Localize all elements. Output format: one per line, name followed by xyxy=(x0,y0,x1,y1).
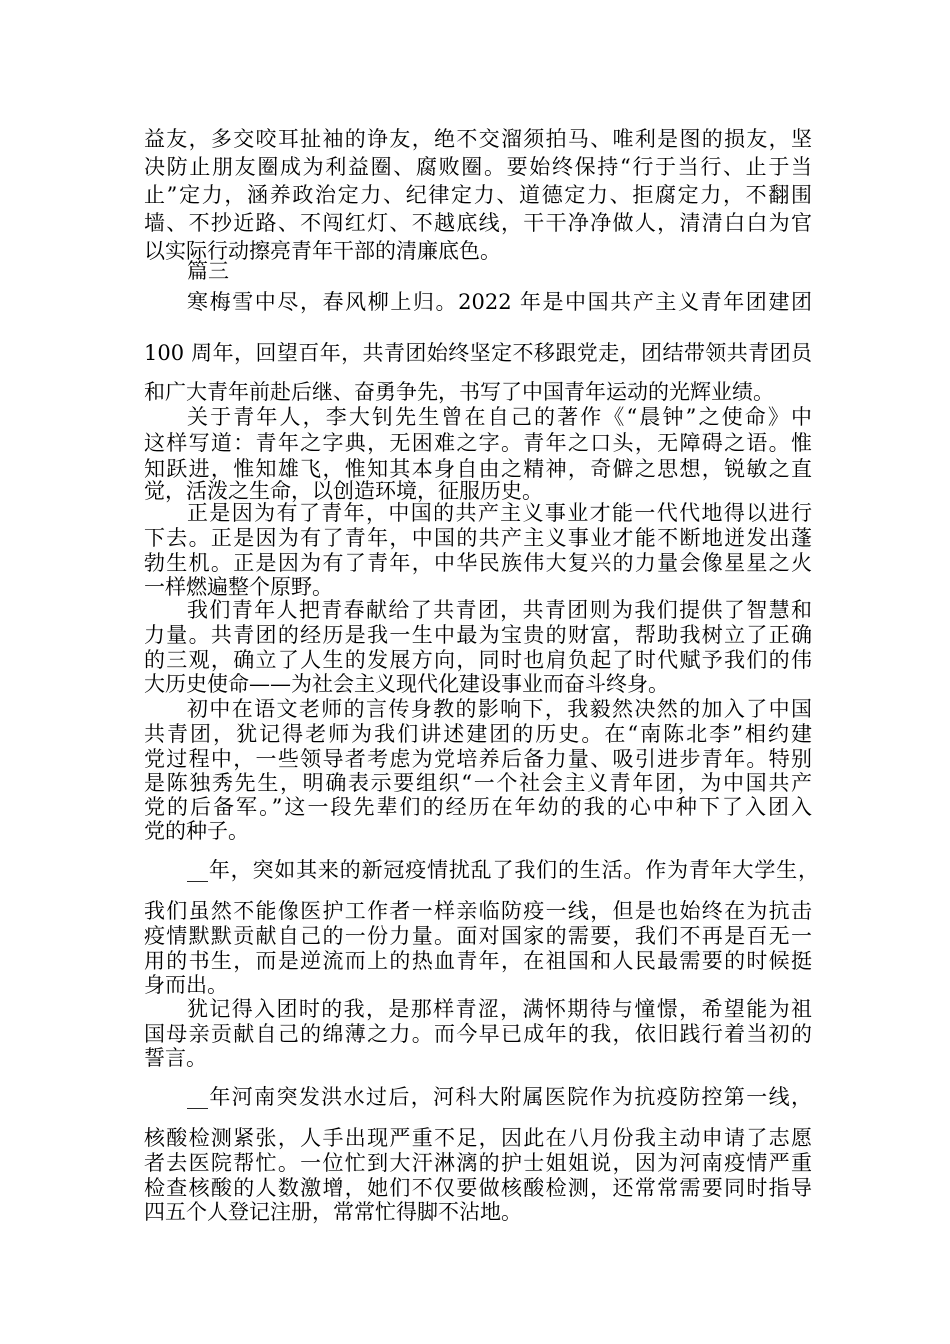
paragraph-line: 犹记得入团时的我，是那样青涩，满怀期待与憧憬，希望能为祖 xyxy=(187,997,812,1021)
paragraph-line: 大历史使命——为社会主义现代化建设事业而奋斗终身。 xyxy=(144,672,669,696)
paragraph-line: __年河南突发洪水过后，河科大附属医院作为抗疫防控第一线， xyxy=(187,1085,812,1109)
paragraph-line: 正是因为有了青年，中国的共产主义事业才能一代代地得以进行 xyxy=(187,501,812,525)
paragraph-line: 是陈独秀先生，明确表示要组织“一个社会主义青年团，为中国共产 xyxy=(144,771,812,795)
paragraph-line: __年，突如其来的新冠疫情扰乱了我们的生活。作为青年大学生， xyxy=(187,858,819,882)
paragraph-line: 觉，活泼之生命，以创造环境，征服历史。 xyxy=(144,479,543,503)
paragraph-line: 检查核酸的人数激增，她们不仅要做核酸检测，还常常需要同时指导 xyxy=(144,1176,812,1200)
paragraph-line: 决防止朋友圈成为利益圈、腐败圈。要始终保持“行于当行、止于当 xyxy=(144,155,812,179)
paragraph-line: 关于青年人，李大钊先生曾在自己的著作《“晨钟”之使命》中 xyxy=(187,405,812,429)
paragraph-line: 国母亲贡献自己的绵薄之力。而今早已成年的我，依旧践行着当初的 xyxy=(144,1022,812,1046)
paragraph-line: 这样写道：青年之字典，无困难之字。青年之口头，无障碍之语。惟 xyxy=(144,431,812,455)
paragraph-line: 的三观，确立了人生的发展方向，同时也肩负起了时代赋予我们的伟 xyxy=(144,648,812,672)
paragraph-line: 四五个人登记注册，常常忙得脚不沾地。 xyxy=(144,1200,522,1224)
paragraph-line: 党过程中，一些领导者考虑为党培养后备力量、吸引进步青年。特别 xyxy=(144,747,812,771)
paragraph-line: 身而出。 xyxy=(144,973,228,997)
section-heading: 篇三 xyxy=(187,259,229,283)
paragraph-line: 疫情默默贡献自己的一份力量。面对国家的需要，我们不再是百无一 xyxy=(144,924,812,948)
paragraph-line: 下去。正是因为有了青年，中国的共产主义事业才能不断地迸发出蓬 xyxy=(144,526,812,550)
paragraph-line: 和广大青年前赴后继、奋勇争先，书写了中国青年运动的光辉业绩。 xyxy=(144,380,774,404)
paragraph-line: 初中在语文老师的言传身教的影响下，我毅然决然的加入了中国 xyxy=(187,697,812,721)
paragraph-line: 墙、不抄近路、不闯红灯、不越底线，干干净净做人，清清白白为官 xyxy=(144,211,812,235)
paragraph-line: 以实际行动擦亮青年干部的清廉底色。 xyxy=(144,239,501,263)
paragraph-line: 核酸检测紧张，人手出现严重不足，因此在八月份我主动申请了志愿 xyxy=(144,1126,812,1150)
paragraph-line: 力量。共青团的经历是我一生中最为宝贵的财富，帮助我树立了正确 xyxy=(144,623,812,647)
paragraph-line: 100 周年，回望百年，共青团始终坚定不移跟党走，团结带领共青团员 xyxy=(144,341,812,365)
paragraph-line: 用的书生，而是逆流而上的热血青年，在祖国和人民最需要的时候挺 xyxy=(144,949,812,973)
paragraph-line: 共青团，犹记得老师为我们讲述建团的历史。在“南陈北李”相约建 xyxy=(144,722,812,746)
paragraph-line: 益友，多交咬耳扯袖的诤友，绝不交溜须拍马、唯利是图的损友，坚 xyxy=(144,127,812,151)
paragraph-line: 一样燃遍整个原野。 xyxy=(144,575,333,599)
paragraph-line: 我们虽然不能像医护工作者一样亲临防疫一线，但是也始终在为抗击 xyxy=(144,899,812,923)
paragraph-line: 党的后备军。”这一段先辈们的经历在年幼的我的心中种下了入团入 xyxy=(144,795,812,819)
paragraph-line: 者去医院帮忙。一位忙到大汗淋漓的护士姐姐说，因为河南疫情严重 xyxy=(144,1151,812,1175)
paragraph-line: 党的种子。 xyxy=(144,819,249,843)
paragraph-line: 寒梅雪中尽，春风柳上归。2022 年是中国共产主义青年团建团 xyxy=(187,290,812,314)
paragraph-line: 止”定力，涵养政治定力、纪律定力、道德定力、拒腐定力，不翻围 xyxy=(144,183,812,207)
paragraph-line: 誓言。 xyxy=(144,1046,207,1070)
paragraph-line: 勃生机。正是因为有了青年，中华民族伟大复兴的力量会像星星之火 xyxy=(144,551,812,575)
paragraph-line: 知跃进，惟知雄飞，惟知其本身自由之精神，奇僻之思想，锐敏之直 xyxy=(144,457,812,481)
paragraph-line: 我们青年人把青春献给了共青团，共青团则为我们提供了智慧和 xyxy=(187,598,812,622)
